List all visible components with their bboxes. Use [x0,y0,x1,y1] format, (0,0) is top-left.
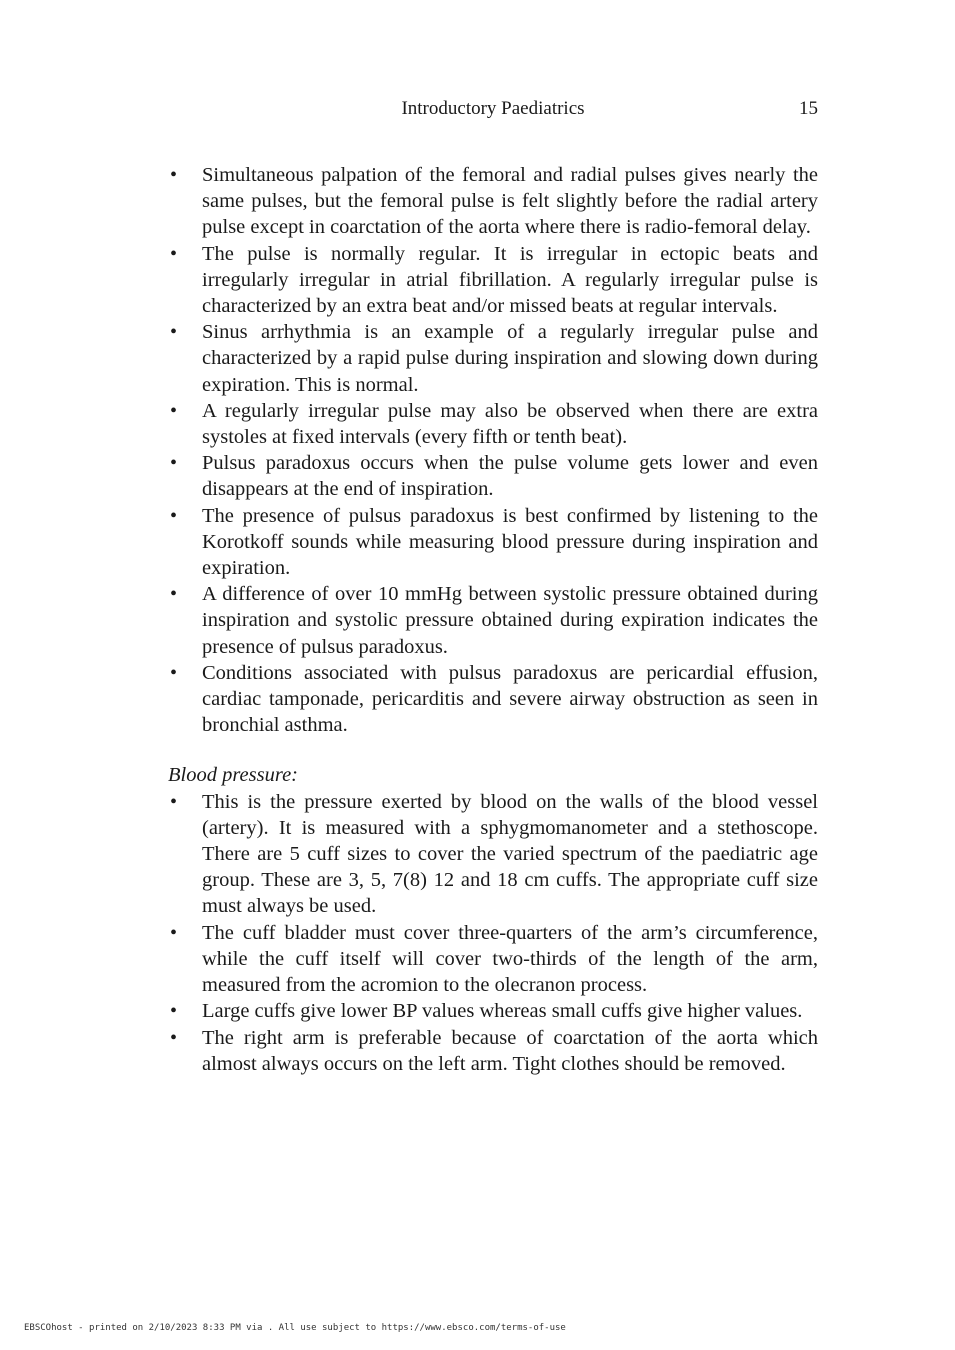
list-item [168,581,818,660]
list-item [168,319,818,398]
list-item-text: A difference of over 10 mmHg between systolic pressure obtained during inspiration and systolic pressure obtained during expiration indicates the presence of pulsus paradoxus. [202,583,818,658]
list-item [168,660,818,739]
list-item [168,998,818,1024]
bullet-icon: • [170,1000,178,1023]
list-item [168,398,818,450]
list-item-text: The pulse is normally regular. It is irregular in ectopic beats and irregularly irregular in atrial fibrillation. A regularly irregular pulse is characterized by an extra beat and/or missed beats at regular intervals. [202,242,818,318]
page-body [168,162,818,1077]
list-item [168,241,818,320]
list-item [168,450,818,502]
page-number: 15 [799,98,818,119]
blood-pressure-bullet-list [168,789,818,1077]
list-item-text: A regularly irregular pulse may also be observed when there are extra systoles at fixed intervals (every fifth or tenth beat). [202,399,818,449]
pulse-bullet-list [168,162,818,738]
list-item-text: Pulsus paradoxus occurs when the pulse volume gets lower and even disappears at the end of inspiration. [202,452,818,501]
section-heading-blood-pressure: Blood pressure: [168,764,299,787]
bullet-icon: • [170,452,178,475]
running-title: Introductory Paediatrics [401,98,585,119]
bullet-icon: • [170,1026,178,1049]
list-item [168,1025,818,1077]
bullet-icon: • [170,399,178,422]
list-item-text: Sinus arrhythmia is an example of a regularly irregular pulse and characterized by a rapid pulse during inspiration and slowing down during expiration. This is normal. [202,321,818,396]
list-item-text: The right arm is preferable because of coarctation of the aorta which almost always occurs on the left arm. Tight clothes should be removed. [202,1026,818,1075]
bullet-icon: • [170,504,178,527]
ebsco-footer-notice: EBSCOhost - printed on 2/10/2023 8:33 PM via . All use subject to https://www.ebsco.com/terms-of-use [24,1323,566,1333]
list-item-text: The cuff bladder must cover three-quarters of the arm’s circumference, while the cuff itself will cover two-thirds of the length of the arm, measured from the acromion to the olecranon process. [202,921,818,997]
running-header [168,97,818,121]
list-item-text: The presence of pulsus paradoxus is best confirmed by listening to the Korotkoff sounds while measuring blood pressure during inspiration and expiration. [202,504,818,580]
list-item [168,162,818,241]
list-item-text: Simultaneous palpation of the femoral and radial pulses gives nearly the same pulses, but the femoral pulse is felt slightly before the radial artery pulse except in coarctation of the aorta where there is radio-femoral delay. [202,164,818,239]
list-item-text: Conditions associated with pulsus paradoxus are pericardial effusion, cardiac tamponade, pericarditis and severe airway obstruction as seen in bronchial asthma. [202,661,818,737]
bullet-icon: • [170,321,178,344]
bullet-icon: • [170,661,178,684]
list-item [168,789,818,920]
list-item-text: Large cuffs give lower BP values whereas small cuffs give higher values. [202,1000,803,1023]
list-item-text: This is the pressure exerted by blood on the walls of the blood vessel (artery). It is measured with a sphygmomanometer and a stethoscope. There are 5 cuff sizes to cover the varied spectrum of the paediatric age group. These are 3, 5, 7(8) 12 and 18 cm cuffs. The appropriate cuff size must always be used. [202,790,818,918]
bullet-icon: • [170,790,178,813]
list-item [168,503,818,582]
bullet-icon: • [170,583,178,606]
bullet-icon: • [170,921,178,944]
bullet-icon: • [170,164,178,186]
list-item [168,920,818,999]
bullet-icon: • [170,242,178,265]
